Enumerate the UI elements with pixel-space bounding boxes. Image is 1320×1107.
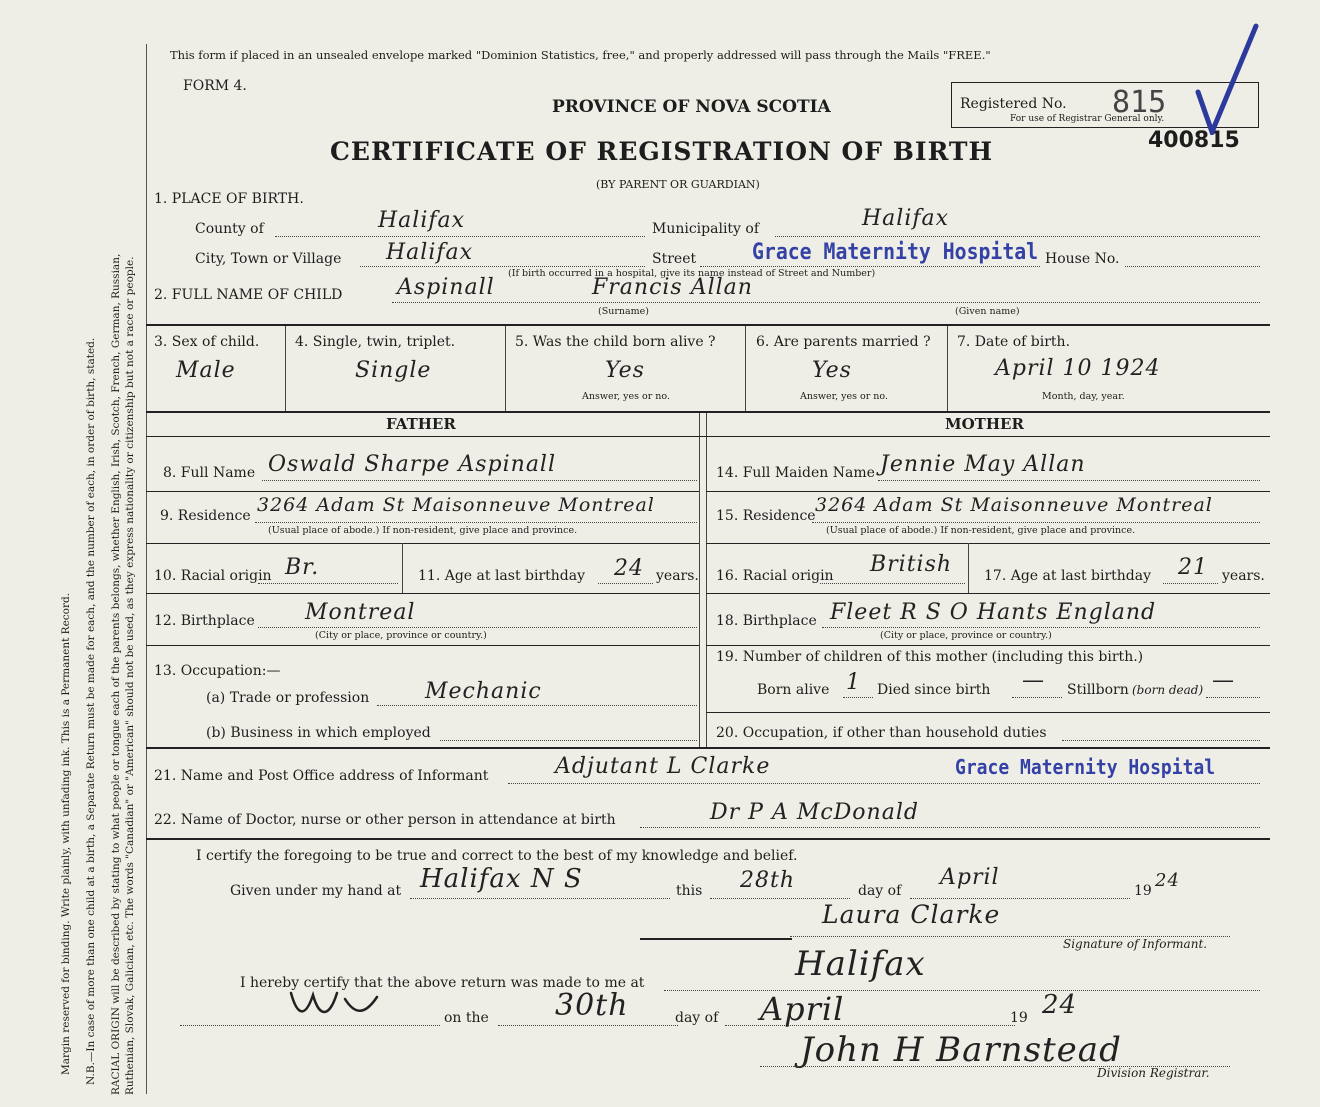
file-number: 400815 xyxy=(1148,128,1240,153)
municipality-label: Municipality of xyxy=(652,221,760,237)
registrar-year-prefix: 19 xyxy=(1010,1010,1028,1026)
day-of-label: day of xyxy=(858,883,902,899)
registered-value: 815 xyxy=(1112,85,1167,120)
margin-note-multiple-births: N.B.—In case of more than one child at a birth, a Separate Return must be made for each, and the number of each, in order of birth, stated. xyxy=(85,337,97,1085)
born-alive-caption: Answer, yes or no. xyxy=(582,391,671,402)
registrar-statement: I hereby certify that the above return was made to me at xyxy=(240,975,645,991)
street-label: Street xyxy=(652,251,697,267)
informant-stamp: Grace Maternity Hospital xyxy=(955,755,1216,779)
county-value: Halifax xyxy=(378,208,466,233)
father-trade-label: (a) Trade or profession xyxy=(206,690,370,706)
father-residence-value: 3264 Adam St Maisonneuve Montreal xyxy=(257,494,655,516)
father-years: years. xyxy=(656,568,699,584)
form-number: FORM 4. xyxy=(183,78,247,94)
father-residence-label: 9. Residence xyxy=(160,508,251,524)
mother-stillborn-label: Stillborn xyxy=(1067,682,1129,698)
hospital-note: (If birth occurred in a hospital, give its name instead of Street and Number) xyxy=(508,268,876,279)
mother-residence-caption: (Usual place of abode.) If non-resident, give place and province. xyxy=(826,525,1136,536)
registrar-year: 24 xyxy=(1042,990,1078,1020)
city-label: City, Town or Village xyxy=(195,251,342,267)
plurality-label: 4. Single, twin, triplet. xyxy=(295,334,456,350)
given-place: Halifax N S xyxy=(420,864,583,894)
municipality-value: Halifax xyxy=(862,206,950,231)
father-birthplace-label: 12. Birthplace xyxy=(154,613,255,629)
county-label: County of xyxy=(195,221,264,237)
mother-age-label: 17. Age at last birthday xyxy=(984,568,1152,584)
dob-caption: Month, day, year. xyxy=(1042,391,1125,402)
sex-label: 3. Sex of child. xyxy=(154,334,260,350)
father-occupation-label: 13. Occupation:— xyxy=(154,663,281,679)
given-year-prefix: 19 xyxy=(1134,883,1152,899)
given-day: 28th xyxy=(740,868,796,893)
mother-racial-label: 16. Racial origin xyxy=(716,568,834,584)
mother-residence-value: 3264 Adam St Maisonneuve Montreal xyxy=(815,494,1213,516)
dob-label: 7. Date of birth. xyxy=(957,334,1071,350)
mother-age-value: 21 xyxy=(1178,555,1208,580)
certificate-subtitle: (BY PARENT OR GUARDIAN) xyxy=(596,178,760,191)
mother-stillborn-value: — xyxy=(1212,668,1235,693)
informant-value: Adjutant L Clarke xyxy=(555,754,771,779)
father-birthplace-caption: (City or place, province or country.) xyxy=(315,630,487,641)
on-the-label: on the xyxy=(444,1010,489,1026)
mother-birthplace-value: Fleet R S O Hants England xyxy=(830,600,1157,625)
child-surname: Aspinall xyxy=(397,275,495,300)
surname-caption: (Surname) xyxy=(598,306,649,317)
mother-died-value: — xyxy=(1022,668,1045,693)
child-given-name: Francis Allan xyxy=(592,275,753,300)
given-month: April xyxy=(940,865,1000,890)
mother-name-label: 14. Full Maiden Name xyxy=(716,465,875,481)
registrar-place: Halifax xyxy=(795,944,926,984)
father-name-label: 8. Full Name xyxy=(163,465,256,481)
mother-died-label: Died since birth xyxy=(877,682,991,698)
child-name-label: 2. FULL NAME OF CHILD xyxy=(154,287,343,303)
province-heading: PROVINCE OF NOVA SCOTIA xyxy=(552,97,831,117)
married-caption: Answer, yes or no. xyxy=(800,391,889,402)
given-label: Given under my hand at xyxy=(230,883,402,899)
registrar-note: For use of Registrar General only. xyxy=(1010,114,1165,124)
this-label: this xyxy=(676,883,703,899)
mother-occupation-label: 20. Occupation, if other than household duties xyxy=(716,725,1047,741)
father-heading: FATHER xyxy=(386,415,456,433)
father-age-value: 24 xyxy=(614,556,644,581)
father-racial-value: Br. xyxy=(285,555,320,580)
sex-value: Male xyxy=(176,358,236,383)
informant-signature: Laura Clarke xyxy=(822,900,1001,929)
mother-years: years. xyxy=(1222,568,1265,584)
margin-note-racial-origin-cont: Ruthenian, Slovak, Galician, etc. The words "Canadian" or "American" should not be used, as they express nationality or citizenship but not a race or people. xyxy=(124,256,136,1095)
father-trade-value: Mechanic xyxy=(425,679,542,704)
registered-label: Registered No. xyxy=(960,96,1067,112)
given-year: 24 xyxy=(1155,870,1180,891)
mother-racial-value: British xyxy=(870,552,953,577)
registrar-signature: John H Barnstead xyxy=(800,1030,1122,1070)
born-alive-label: 5. Was the child born alive ? xyxy=(515,334,716,350)
born-alive-value: Yes xyxy=(605,358,645,383)
mother-residence-label: 15. Residence xyxy=(716,508,816,524)
certification-statement: I certify the foregoing to be true and correct to the best of my knowledge and belief. xyxy=(196,848,798,864)
mother-children-label: 19. Number of children of this mother (including this birth.) xyxy=(716,649,1144,665)
father-business-label: (b) Business in which employed xyxy=(206,725,431,741)
margin-note-racial-origin: RACIAL ORIGIN will be described by stating to what people or tongue each of the parents belongs, whether English, Irish, Scotch, French, German, Russian, xyxy=(110,253,122,1095)
married-label: 6. Are parents married ? xyxy=(756,334,931,350)
married-value: Yes xyxy=(812,358,852,383)
father-residence-caption: (Usual place of abode.) If non-resident, give place and province. xyxy=(268,525,578,536)
father-racial-label: 10. Racial origin xyxy=(154,568,272,584)
doctor-value: Dr P A McDonald xyxy=(710,800,919,825)
city-value: Halifax xyxy=(386,240,474,265)
margin-note-binding: Margin reserved for binding. Write plainly, with unfading ink. This is a Permanent Record. xyxy=(60,592,72,1075)
registrar-caption: Division Registrar. xyxy=(1097,1066,1210,1080)
mother-born-alive-value: 1 xyxy=(846,670,861,695)
mother-heading: MOTHER xyxy=(945,415,1024,433)
registrar-day: 30th xyxy=(555,988,629,1023)
certificate-title: CERTIFICATE OF REGISTRATION OF BIRTH xyxy=(330,137,994,166)
mother-birthplace-label: 18. Birthplace xyxy=(716,613,817,629)
checkmark-icon xyxy=(1190,20,1260,135)
mother-born-alive-label: Born alive xyxy=(757,682,830,698)
father-name-value: Oswald Sharpe Aspinall xyxy=(268,452,557,477)
plurality-value: Single xyxy=(355,358,432,383)
place-of-birth-heading: 1. PLACE OF BIRTH. xyxy=(154,191,304,207)
mother-birthplace-caption: (City or place, province or country.) xyxy=(880,630,1052,641)
street-stamp: Grace Maternity Hospital xyxy=(752,240,1039,265)
house-label: House No. xyxy=(1045,251,1120,267)
dob-value: April 10 1924 xyxy=(995,356,1161,381)
father-birthplace-value: Montreal xyxy=(305,600,416,625)
father-age-label: 11. Age at last birthday xyxy=(418,568,586,584)
registrar-initial-icon xyxy=(285,985,395,1025)
registrar-month: April xyxy=(760,990,845,1028)
informant-signature-caption: Signature of Informant. xyxy=(1063,937,1208,951)
registrar-day-of-label: day of xyxy=(675,1010,719,1026)
informant-label: 21. Name and Post Office address of Informant xyxy=(154,768,489,784)
mail-notice: This form if placed in an unsealed envelope marked "Dominion Statistics, free," and properly addressed will pass through the Mails "FREE." xyxy=(170,48,991,62)
mother-stillborn-note: (born dead) xyxy=(1132,683,1204,697)
doctor-label: 22. Name of Doctor, nurse or other person in attendance at birth xyxy=(154,812,616,828)
mother-name-value: Jennie May Allan xyxy=(880,452,1086,477)
given-caption: (Given name) xyxy=(955,306,1020,317)
